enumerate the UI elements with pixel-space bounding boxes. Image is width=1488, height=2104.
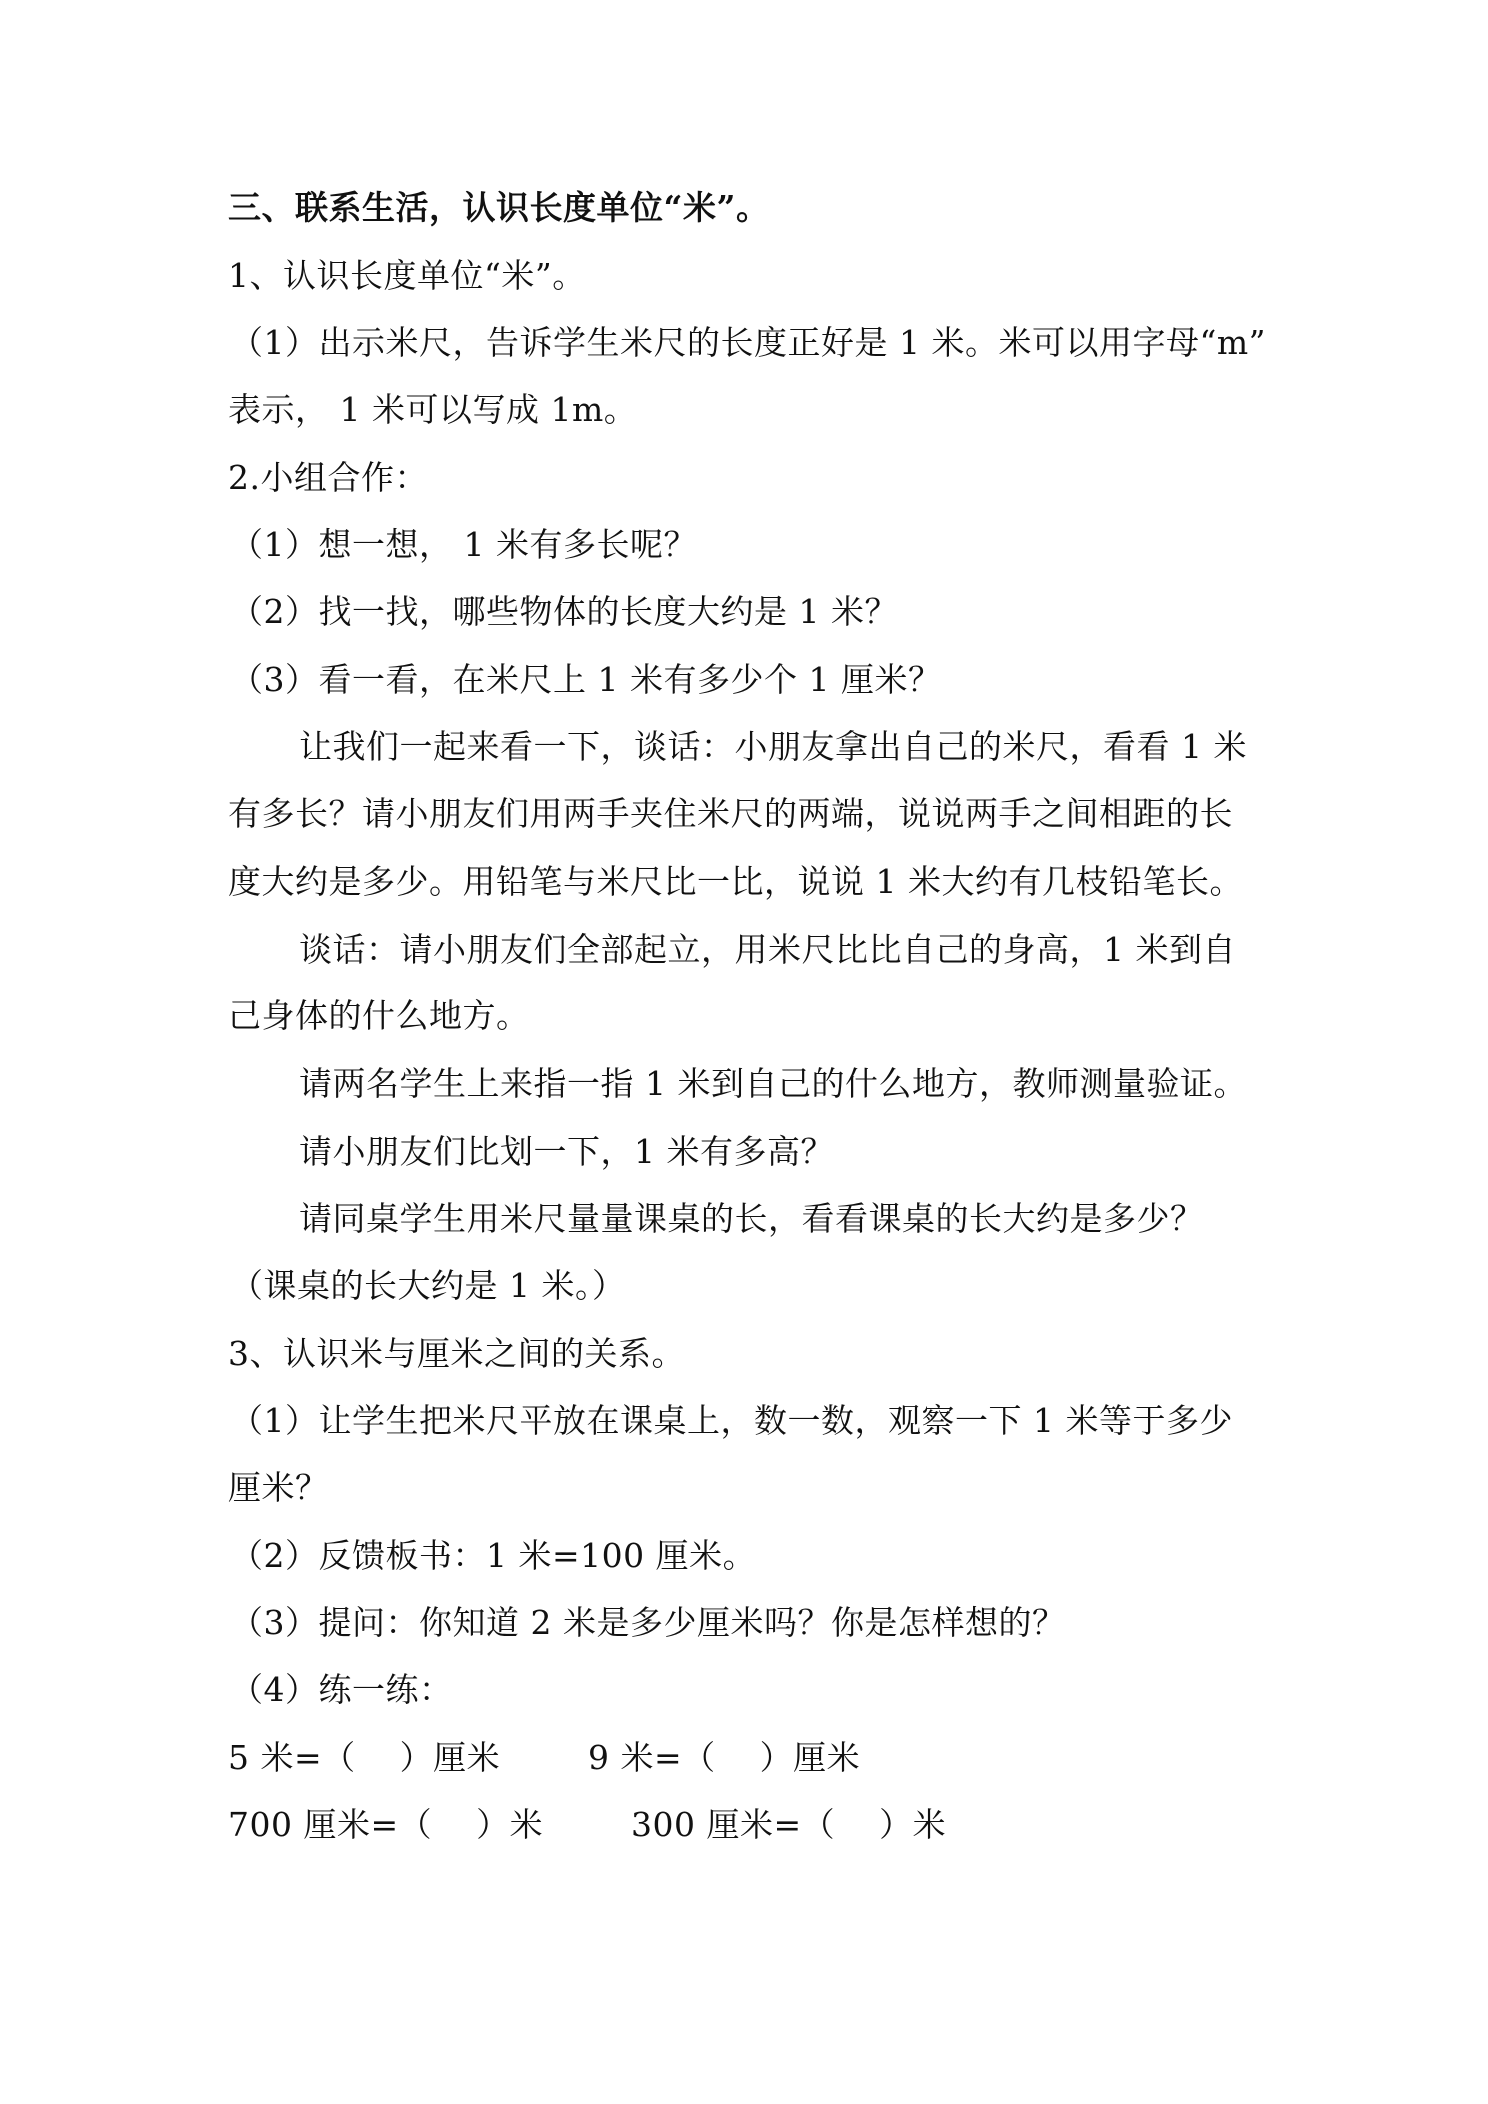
list-item: （3）看一看，在米尺上 1 米有多少个 1 厘米？	[230, 660, 942, 699]
exercise-line: 700 厘米=（ ）米 300 厘米=（ ）米	[228, 1805, 947, 1844]
list-item: （2）反馈板书：1 米=100 厘米。	[230, 1536, 757, 1575]
list-item: （1）想一想， 1 米有多长呢？	[230, 525, 697, 564]
paragraph-line: 有多长？请小朋友们用两手夹住米尺的两端，说说两手之间相距的长	[228, 794, 1233, 833]
list-item: （1）让学生把米尺平放在课桌上，数一数，观察一下 1 米等于多少	[230, 1401, 1233, 1440]
list-item: （3）提问：你知道 2 米是多少厘米吗？你是怎样想的？	[230, 1603, 1066, 1642]
subsection-heading-3: 3、认识米与厘米之间的关系。	[228, 1334, 685, 1373]
paragraph-line: 让我们一起来看一下，谈话：小朋友拿出自己的米尺，看看 1 米	[299, 727, 1247, 766]
paragraph-line: 度大约是多少。用铅笔与米尺比一比，说说 1 米大约有几枝铅笔长。	[228, 862, 1243, 901]
exercise-line: 5 米=（ ）厘米 9 米=（ ）厘米	[228, 1738, 861, 1777]
paragraph-line: （1）出示米尺，告诉学生米尺的长度正好是 1 米。米可以用字母“m”	[230, 323, 1267, 362]
section-heading: 三、联系生活，认识长度单位“米”。	[228, 188, 770, 227]
paragraph-line: 厘米？	[228, 1468, 329, 1507]
paragraph-line: 谈话：请小朋友们全部起立，用米尺比比自己的身高，1 米到自	[299, 930, 1236, 969]
paragraph-line: 表示， 1 米可以写成 1m。	[228, 390, 638, 429]
list-item: （2）找一找，哪些物体的长度大约是 1 米？	[230, 592, 898, 631]
paragraph-line: （课桌的长大约是 1 米。）	[230, 1266, 626, 1305]
subsection-heading-2: 2.小组合作：	[228, 458, 428, 497]
paragraph-line: 己身体的什么地方。	[228, 996, 530, 1035]
list-item: （4）练一练：	[230, 1670, 453, 1709]
paragraph-line: 请两名学生上来指一指 1 米到自己的什么地方，教师测量验证。	[299, 1064, 1247, 1103]
paragraph-line: 请同桌学生用米尺量量课桌的长，看看课桌的长大约是多少？	[299, 1199, 1204, 1238]
paragraph-line: 请小朋友们比划一下，1 米有多高？	[299, 1132, 834, 1171]
subsection-heading-1: 1、认识长度单位“米”。	[228, 256, 586, 295]
